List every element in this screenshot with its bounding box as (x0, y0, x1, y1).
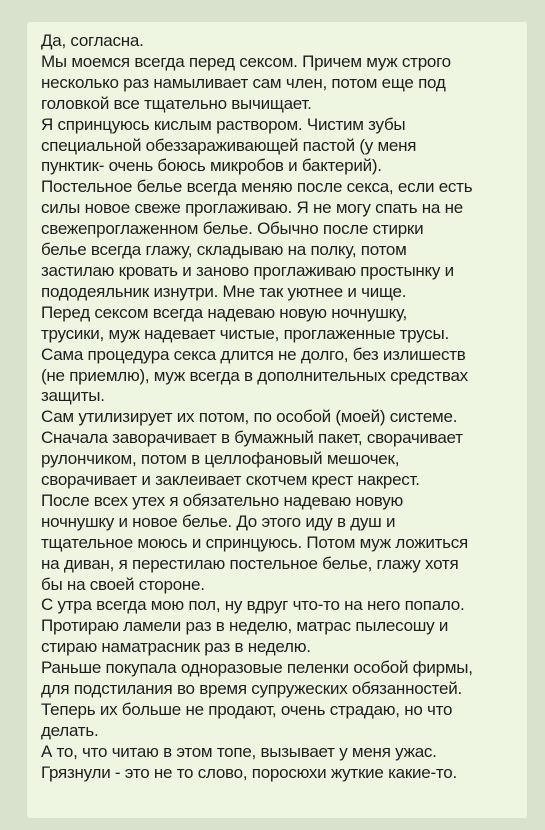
message-line: трусики, муж надевает чистые, проглаженные трусы. (41, 323, 449, 343)
message-line: После всех утех я обязательно надеваю новую (41, 490, 403, 510)
message-line: Теперь их больше не продают, очень страдаю, но что (41, 700, 453, 719)
message-text (41, 31, 515, 784)
message-line: Раньше покупала одноразовые пеленки особой фирмы, (41, 658, 473, 678)
message-bubble (27, 22, 527, 818)
message-line: Сам утилизирует их потом, по особой (моей) системе. (41, 407, 458, 427)
message-line: сворачивает и заклеивает скотчем крест накрест. (41, 470, 420, 490)
message-line: Я спринцуюсь кислым раствором. Чистим зубы (41, 114, 406, 134)
message-line: пододеяльник изнутри. Мне так уютнее и чище. (41, 281, 407, 301)
message-line: Постельное белье всегда меняю после секса, если есть (41, 177, 473, 197)
message-line: пунктик- очень боюсь микробов и бактерий). (41, 156, 382, 176)
message-line: Перед сексом всегда надеваю новую ночнушку, (41, 302, 408, 322)
message-line: несколько раз намыливает сам член, потом еще под (41, 72, 446, 92)
message-line: (не приемлю), муж всегда в дополнительных средствах (41, 365, 468, 385)
message-line: застилаю кровать и заново проглаживаю простынку и (41, 260, 454, 280)
message-line: для подстилания во время супружеских обязанностей. (41, 679, 462, 699)
message-line: рулончиком, потом в целлофановый мешочек, (41, 449, 400, 469)
message-line: свежепроглаженном белье. Обычно после стирки (41, 219, 424, 239)
message-line: силы новое свеже проглаживаю. Я не могу спать на не (41, 198, 463, 218)
message-line: на диван, я перестилаю постельное белье, глажу хотя (41, 553, 459, 573)
message-line: головкой все тщательно вычищает. (41, 93, 312, 113)
message-line: защиты. (41, 386, 105, 406)
message-line: Сама процедура секса длится не долго, без излишеств (41, 344, 466, 364)
message-line: белье всегда глажу, складываю на полку, потом (41, 240, 407, 260)
message-line: специальной обеззараживающей пастой (у меня (41, 135, 417, 155)
message-line: А то, что читаю в этом топе, вызывает у меня ужас. (41, 741, 437, 761)
message-line: Мы моемся всегда перед сексом. Причем муж строго (41, 51, 451, 71)
message-line: Грязнули - это не то слово, поросюхи жуткие какие-то. (41, 762, 457, 782)
message-line: бы на своей стороне. (41, 574, 205, 594)
message-line: стираю наматрасник раз в неделю. (41, 637, 311, 657)
message-line: делать. (41, 720, 99, 740)
message-line: Протираю ламели раз в неделю, матрас пылесошу и (41, 616, 449, 636)
message-line: Да, согласна. (41, 31, 144, 50)
message-line: Сначала заворачивает в бумажный пакет, сворачивает (41, 428, 463, 448)
message-line: ночнушку и новое белье. До этого иду в душ и (41, 511, 396, 531)
message-line: тщательное моюсь и спринцуюсь. Потом муж ложиться (41, 532, 468, 552)
message-line: С утра всегда мою пол, ну вдруг что-то на него попало. (41, 595, 465, 615)
